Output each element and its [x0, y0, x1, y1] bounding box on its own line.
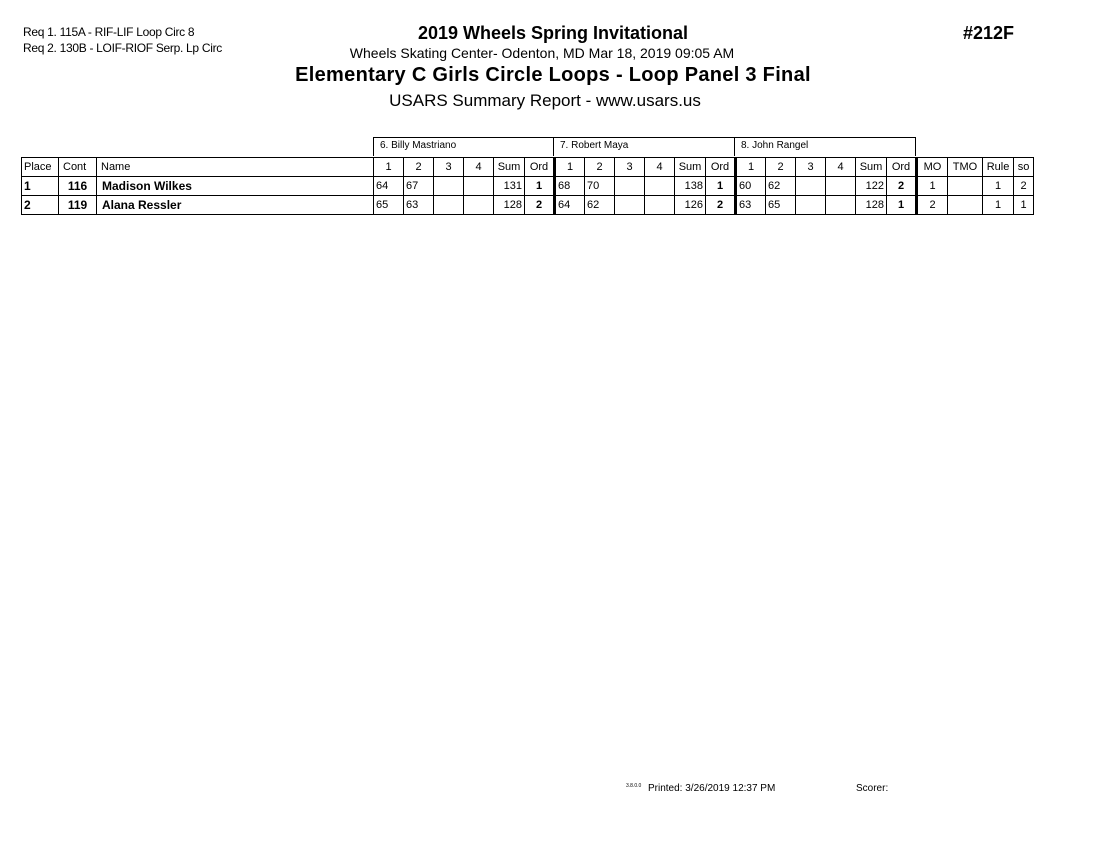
- j2-ord: 2: [706, 196, 736, 215]
- j3-score1: 63: [736, 196, 766, 215]
- skater-name: Alana Ressler: [97, 196, 374, 215]
- j1-score4: [464, 196, 494, 215]
- report-title: USARS Summary Report - www.usars.us: [389, 91, 701, 110]
- j3-sum: 128: [856, 196, 887, 215]
- j2-sum: 138: [675, 177, 706, 196]
- j3-score4: [826, 196, 856, 215]
- col-j1-score4: 4: [464, 158, 494, 177]
- software-version: 3.8.0.0: [626, 783, 642, 789]
- so-cell: 1: [1014, 196, 1034, 215]
- j3-score1: 60: [736, 177, 766, 196]
- j2-score4: [645, 177, 675, 196]
- col-j2-score2: 2: [585, 158, 615, 177]
- venue-line: Wheels Skating Center- Odenton, MD Mar 18, 2019 09:05 AM: [349, 45, 735, 61]
- j1-score3: [434, 177, 464, 196]
- j2-score1: 64: [555, 196, 585, 215]
- col-j1-score2: 2: [404, 158, 434, 177]
- j2-score2: 62: [585, 196, 615, 215]
- table-row: [22, 177, 1034, 196]
- j3-score2: 65: [766, 196, 796, 215]
- judge-header-3: 8. John Rangel: [734, 137, 916, 156]
- col-so: so: [1014, 158, 1034, 177]
- cont-cell: 119: [59, 196, 97, 215]
- col-rule: Rule: [983, 158, 1014, 177]
- j3-ord: 1: [887, 196, 917, 215]
- rule-cell: 1: [983, 177, 1014, 196]
- col-j3-score4: 4: [826, 158, 856, 177]
- j3-score3: [796, 177, 826, 196]
- place-cell: 1: [22, 177, 59, 196]
- event-number: #212F: [963, 23, 1015, 43]
- col-j3-score2: 2: [766, 158, 796, 177]
- col-j2-ord: Ord: [706, 158, 736, 177]
- col-place: Place: [22, 158, 59, 177]
- col-j2-score3: 3: [615, 158, 645, 177]
- j2-score1: 68: [555, 177, 585, 196]
- cont-cell: 116: [59, 177, 97, 196]
- j1-ord: 2: [525, 196, 555, 215]
- col-j2-score4: 4: [645, 158, 675, 177]
- judge-header-2: 7. Robert Maya: [553, 137, 735, 156]
- col-j3-sum: Sum: [856, 158, 887, 177]
- j3-score2: 62: [766, 177, 796, 196]
- requirement-1: Req 1. 115A - RIF-LIF Loop Circ 8: [23, 25, 195, 39]
- j2-sum: 126: [675, 196, 706, 215]
- col-j3-ord: Ord: [887, 158, 917, 177]
- col-j3-score3: 3: [796, 158, 826, 177]
- results-table: [21, 157, 1034, 215]
- table-header-row: [22, 158, 1034, 177]
- scorer-label: Scorer:: [856, 783, 889, 794]
- col-name: Name: [97, 158, 374, 177]
- col-j1-ord: Ord: [525, 158, 555, 177]
- j1-score3: [434, 196, 464, 215]
- col-j2-score1: 1: [555, 158, 585, 177]
- event-title: Elementary C Girls Circle Loops - Loop Panel 3 Final: [295, 64, 811, 86]
- j2-score3: [615, 196, 645, 215]
- judge-header-1: 6. Billy Mastriano: [373, 137, 554, 156]
- requirement-2: Req 2. 130B - LOIF-RIOF Serp. Lp Circ: [23, 41, 222, 55]
- so-cell: 2: [1014, 177, 1034, 196]
- j1-score2: 67: [404, 177, 434, 196]
- j2-ord: 1: [706, 177, 736, 196]
- col-j1-score1: 1: [374, 158, 404, 177]
- printed-timestamp: Printed: 3/26/2019 12:37 PM: [648, 783, 776, 794]
- j1-score1: 65: [374, 196, 404, 215]
- j1-score4: [464, 177, 494, 196]
- col-j1-sum: Sum: [494, 158, 525, 177]
- j1-sum: 128: [494, 196, 525, 215]
- col-j1-score3: 3: [434, 158, 464, 177]
- mo-cell: 2: [917, 196, 948, 215]
- j2-score3: [615, 177, 645, 196]
- col-j2-sum: Sum: [675, 158, 706, 177]
- rule-cell: 1: [983, 196, 1014, 215]
- j3-sum: 122: [856, 177, 887, 196]
- table-row: [22, 196, 1034, 215]
- col-j3-score1: 1: [736, 158, 766, 177]
- col-mo: MO: [917, 158, 948, 177]
- col-tmo: TMO: [948, 158, 983, 177]
- place-cell: 2: [22, 196, 59, 215]
- j3-score4: [826, 177, 856, 196]
- tmo-cell: [948, 196, 983, 215]
- j1-score2: 63: [404, 196, 434, 215]
- competition-title: 2019 Wheels Spring Invitational: [417, 23, 689, 43]
- j2-score4: [645, 196, 675, 215]
- mo-cell: 1: [917, 177, 948, 196]
- tmo-cell: [948, 177, 983, 196]
- j1-ord: 1: [525, 177, 555, 196]
- j1-score1: 64: [374, 177, 404, 196]
- col-cont: Cont: [59, 158, 97, 177]
- skater-name: Madison Wilkes: [97, 177, 374, 196]
- j1-sum: 131: [494, 177, 525, 196]
- j3-score3: [796, 196, 826, 215]
- j3-ord: 2: [887, 177, 917, 196]
- j2-score2: 70: [585, 177, 615, 196]
